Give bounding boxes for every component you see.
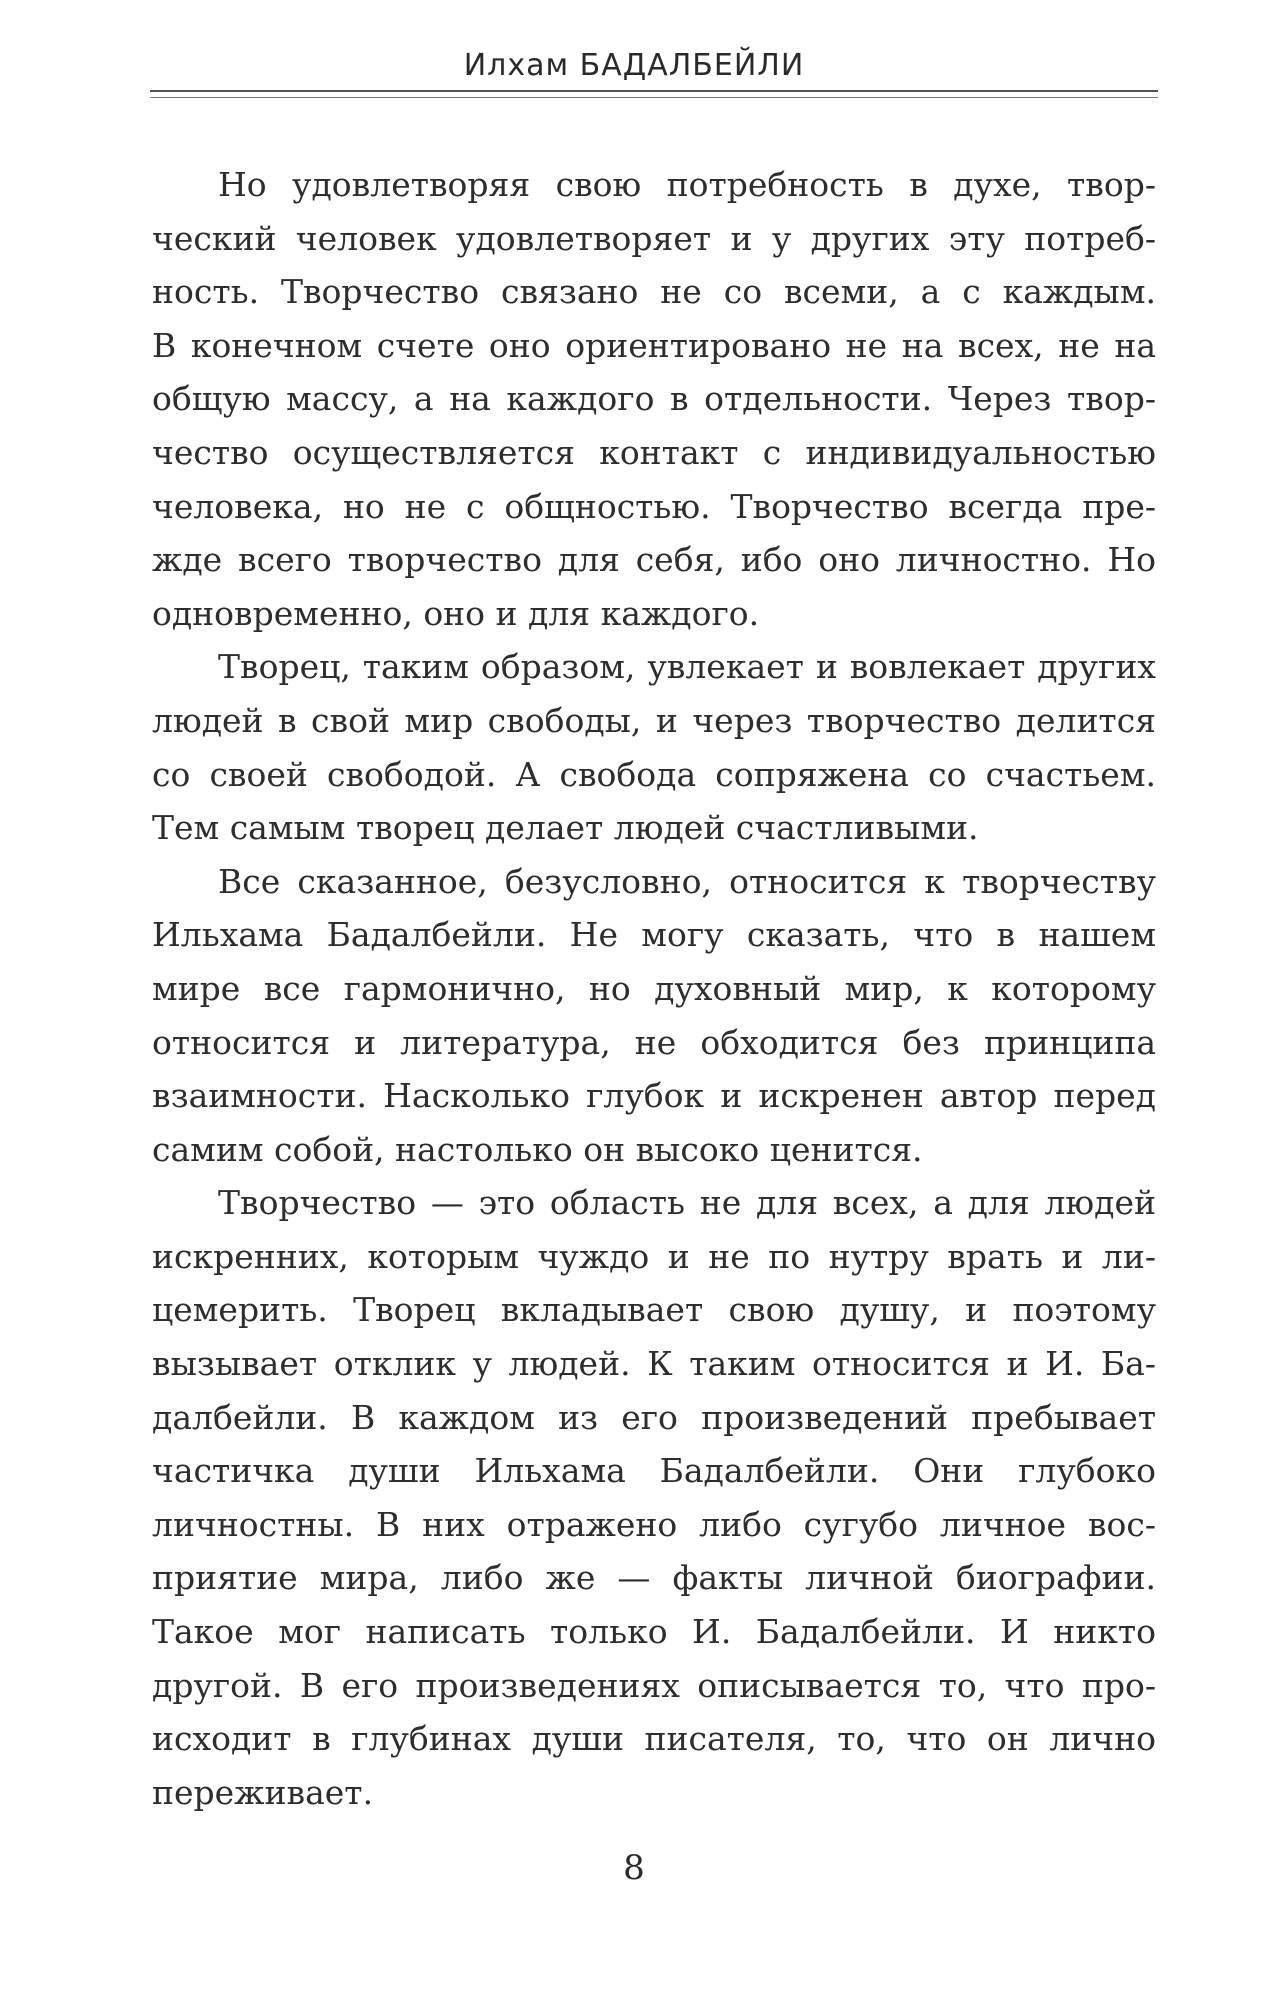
text-line: со своей свободой. А свобода сопряжена со счастьем. [152,754,1156,794]
text-line: ческий человек удовлетворяет и у других эту потреб- [152,218,1156,258]
text-line: относится и литература, не обходится без принципа [152,1022,1156,1062]
text-line: Такое мог написать только И. Бадалбейли. И никто [152,1612,1156,1652]
text-line: переживает. [152,1772,374,1812]
text-line: взаимности. Насколько глубок и искренен автор перед [152,1076,1156,1116]
text-line: ность. Творчество связано не со всеми, а с каждым. [152,272,1156,312]
text-line: далбейли. В каждом из его произведений пребывает [152,1397,1156,1437]
text-line: Творец, таким образом, увлекает и вовлекает других [218,647,1156,687]
text-line: цемерить. Творец вкладывает свою душу, и поэтому [152,1290,1156,1330]
text-line: вызывает отклик у людей. К таким относится и И. Ба- [152,1344,1156,1384]
text-line: приятие мира, либо же — факты личной биографии. [152,1558,1156,1598]
text-line: Творчество — это область не для всех, а для людей [218,1183,1156,1223]
text-line: личностны. В них отражено либо сугубо личное вос- [152,1504,1156,1544]
text-line: частичка души Ильхама Бадалбейли. Они глубоко [152,1451,1156,1491]
running-head-title: Илхам БАДАЛБЕЙЛИ [463,48,805,83]
text-line: жде всего творчество для себя, ибо оно личностно. Но [152,540,1156,580]
text-line: искренних, которым чуждо и не по нутру врать и ли- [152,1236,1156,1276]
body-text [152,158,1156,1819]
text-line: людей в свой мир свободы, и через творчество делится [152,700,1156,740]
text-line: одновременно, оно и для каждого. [152,593,760,633]
text-line: общую массу, а на каждого в отдельности. Через твор- [152,379,1156,419]
header-rule-bottom [150,97,1158,98]
text-line: человека, но не с общностью. Творчество всегда пре- [152,486,1156,526]
text-line: Но удовлетворяя свою потребность в духе, твор- [218,165,1156,204]
text-line: другой. В его произведениях описывается то, что про- [152,1665,1156,1705]
text-line: В конечном счете оно ориентировано не на всех, не на [152,325,1156,365]
header-rule-top [150,90,1158,92]
text-line: исходит в глубинах души писателя, то, что он лично [152,1719,1156,1759]
text-line: самим собой, настолько он высоко ценится. [152,1129,923,1169]
page-number: 8 [623,1848,645,1888]
text-line: Тем самым творец делает людей счастливыми. [152,808,979,848]
text-line: чество осуществляется контакт с индивидуальностью [152,432,1156,472]
text-line: Все сказанное, безусловно, относится к творчеству [218,861,1156,901]
text-line: мире все гармонично, но духовный мир, к которому [152,968,1156,1008]
text-line: Ильхама Бадалбейли. Не могу сказать, что в нашем [152,915,1156,955]
